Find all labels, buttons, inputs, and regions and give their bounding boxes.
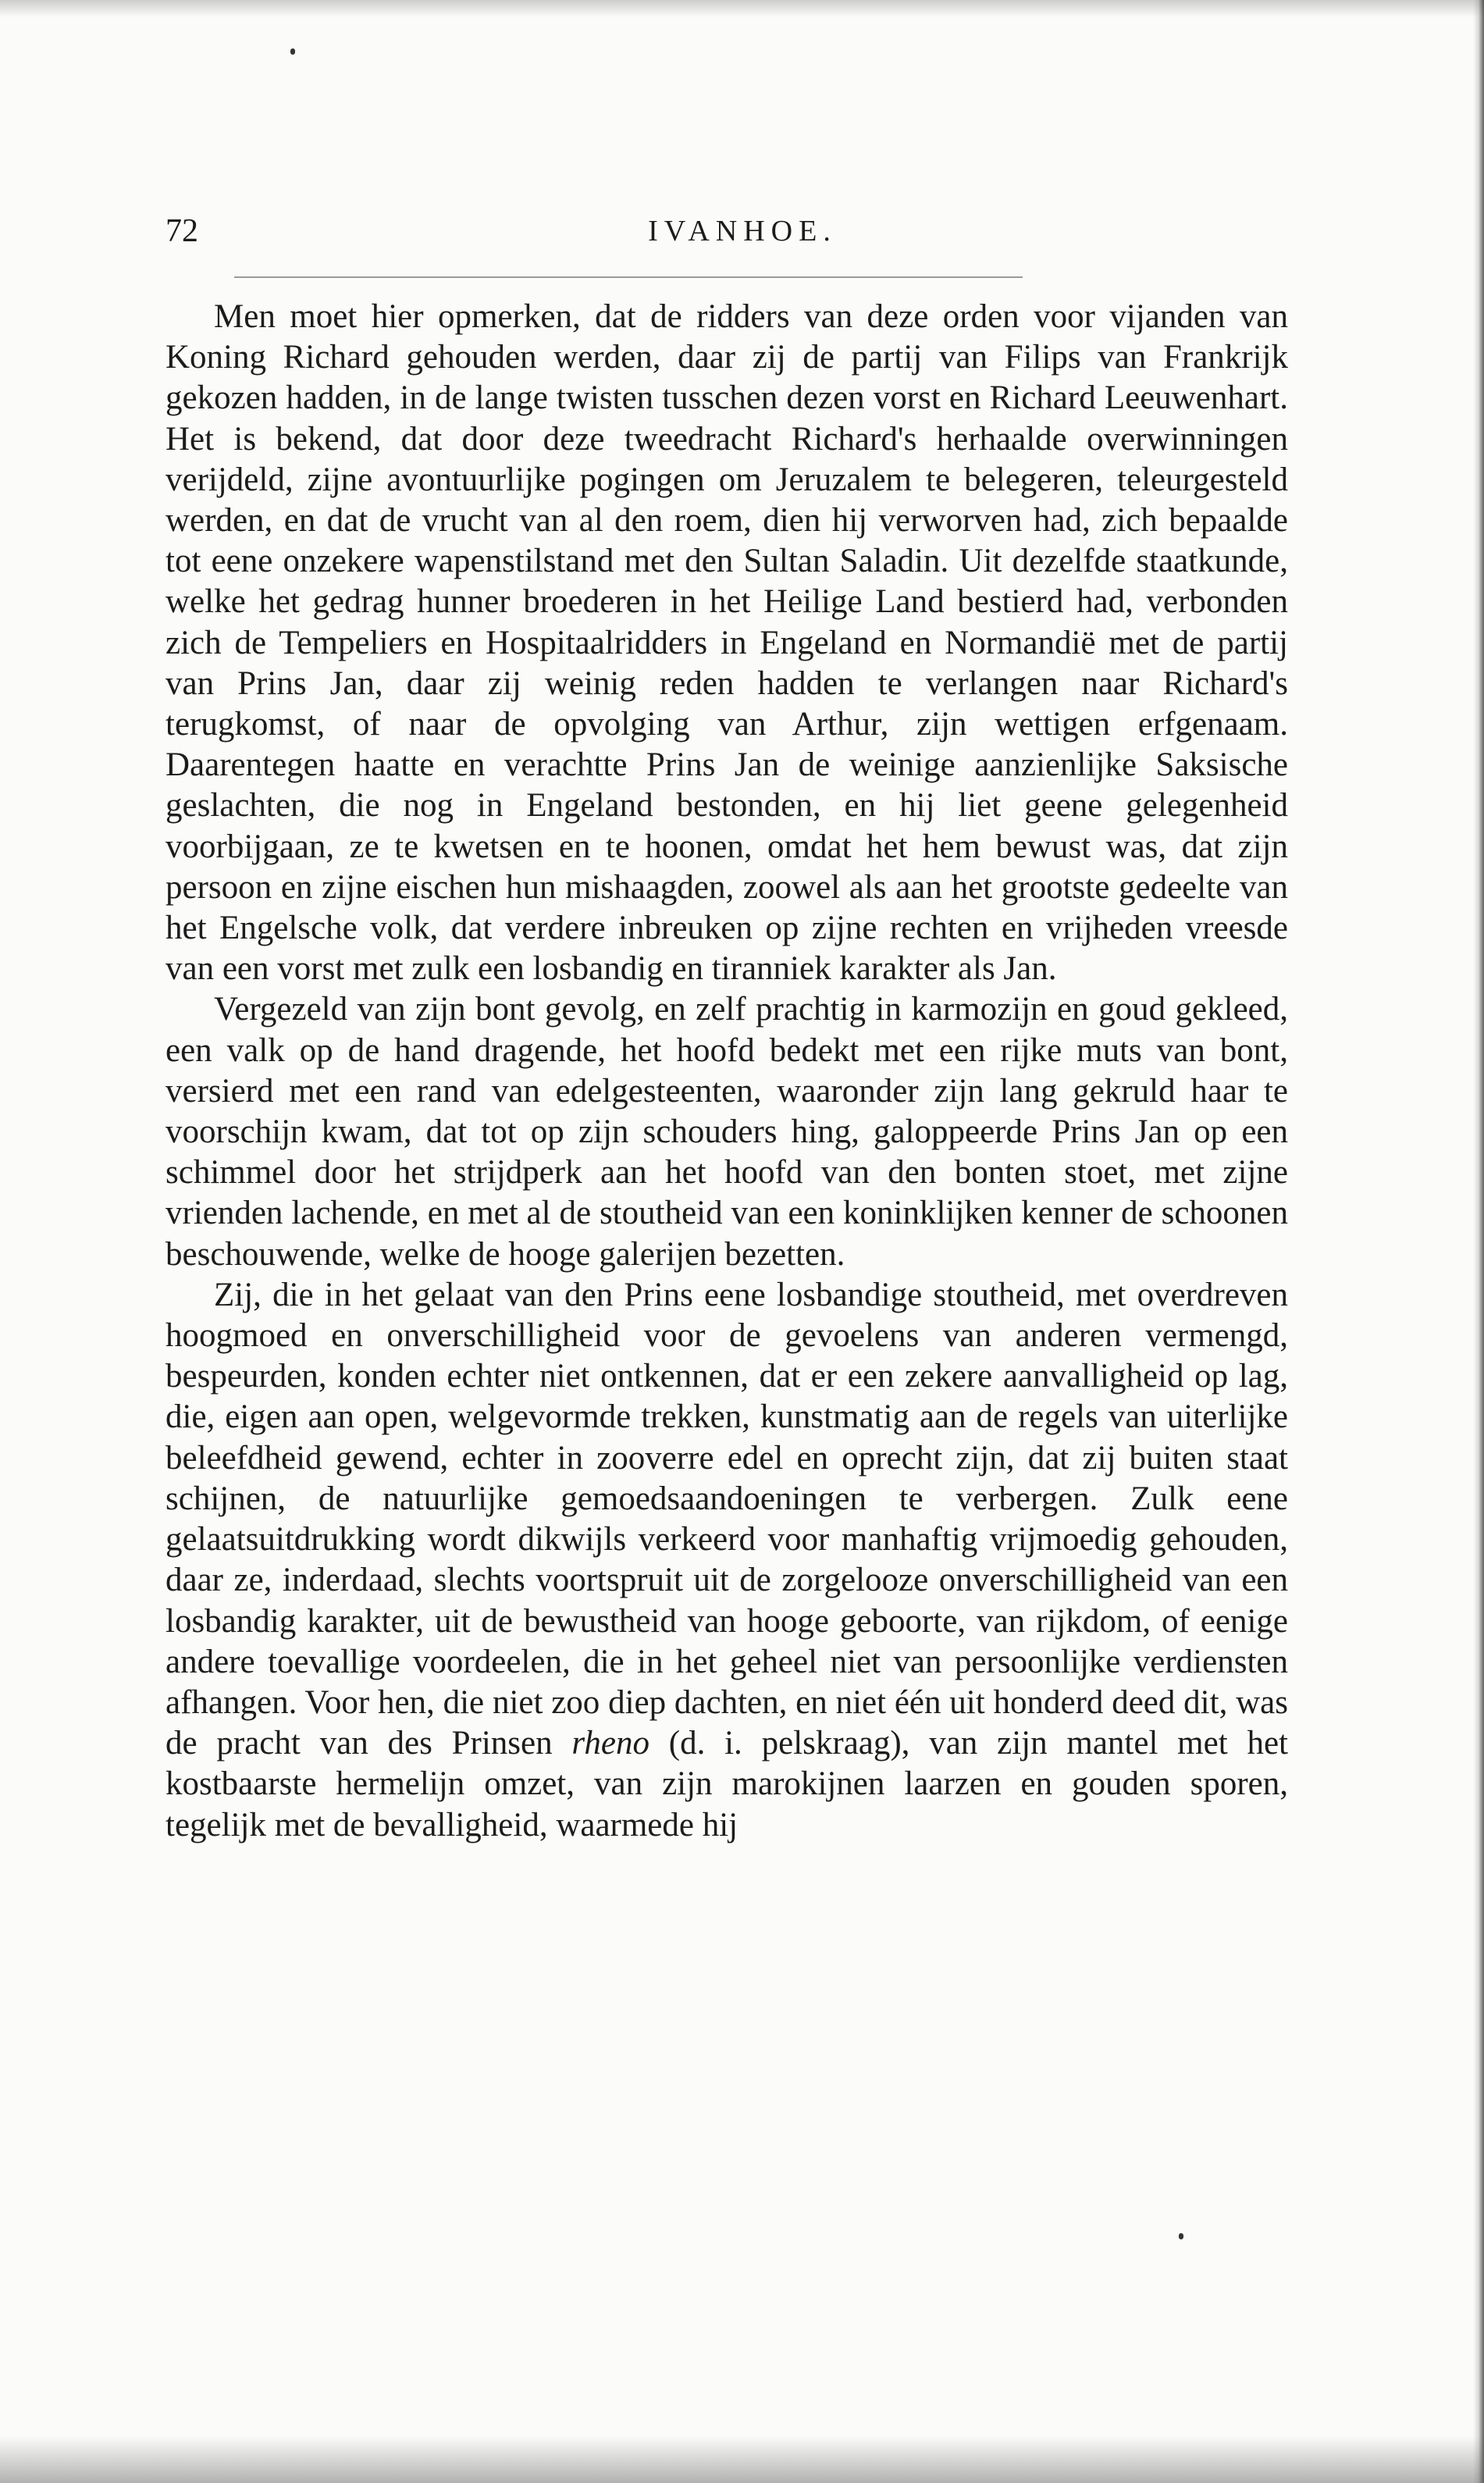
ink-speck xyxy=(1179,2233,1183,2239)
paragraph-1: Men moet hier opmerken, dat de ridders van deze orden voor vijanden van Koning Richard gehouden werden, daar zij de partij van Filips van Frankrijk gekozen hadden, in de lange twisten tusschen dezen vorst en Richard Leeuwenhart. Het is bekend, dat door deze tweedracht Richard's herhaalde overwinningen verijdeld, zijne avontuurlijke pogingen om Jeruzalem te belegeren, teleurgesteld werden, en dat de vrucht van al den roem, dien hij verworven had, zich bepaalde tot eene onzekere wapenstilstand met den Sultan Saladin. Uit dezelfde staatkunde, welke het gedrag hunner broederen in het Heilige Land bestierd had, verbonden zich de Tempeliers en Hospitaalridders in Engeland en Normandië met de partij van Prins Jan, daar zij weinig reden hadden te verlangen naar Richard's terugkomst, of naar de opvolging van Arthur, zijn wettigen erfgenaam. Daarentegen haatte en verachtte Prins Jan de weinige aanzienlijke Saksische geslachten, die nog in Engeland bestonden, en hij liet geene gelegenheid voorbijgaan, ze te kwetsen en te hoonen, omdat het hem bewust was, dat zijn persoon en zijne eischen hun mishaagden, zoowel als aan het grootste gedeelte van het Engelsche volk, dat verdere inbreuken op zijne rechten en vrijheden vreesde van een vorst met zulk een losbandig en tiranniek karakter als Jan. xyxy=(165,298,1288,988)
running-title: IVANHOE. xyxy=(648,215,837,248)
page-header xyxy=(165,212,1288,259)
scan-edge-top xyxy=(0,0,1484,17)
header-rule xyxy=(234,276,1023,278)
body-text xyxy=(165,297,1288,1846)
ink-speck xyxy=(290,48,295,55)
paragraph-3-text-before: Zij, die in het gelaat van den Prins eene losbandige stoutheid, met overdreven hoogmoed en onverschilligheid voor de gevoelens van anderen vermengd, bespeurden, konden echter niet ontkennen, dat er een zekere aanvalligheid op lag, die, eigen aan open, welgevormde trekken, kunstmatig aan de regels van uiterlijke beleefdheid gewend, echter in zooverre edel en oprecht zijn, dat zij buiten staat schijnen, de natuurlijke gemoedsaandoeningen te verbergen. Zulk eene gelaatsuitdrukking wordt dikwijls verkeerd voor manhaftig vrijmoedig gehouden, daar ze, inderdaad, slechts voortspruit uit de zorgelooze onverschilligheid van een losbandig karakter, uit de bewustheid van hooge geboorte, van rijkdom, of eenige andere toevallige voordeelen, die in het geheel niet van persoonlijke verdiensten afhangen. Voor hen, die niet zoo diep dachten, en niet één uit honderd deed dit, was de pracht van des Prinsen xyxy=(165,1276,1288,1762)
paragraph-3 xyxy=(165,1275,1288,1846)
page-number: 72 xyxy=(165,213,198,249)
scan-edge-bottom xyxy=(0,2436,1484,2483)
paragraph-3-text-after: (d. i. pelskraag), van zijn mantel met het kostbaarste hermelijn omzet, van zijn marokijnen laarzen en gouden sporen, tegelijk met de bevalligheid, waarmede hij xyxy=(165,1725,1288,1844)
italic-term: rheno xyxy=(571,1725,649,1762)
scan-edge-right xyxy=(1473,0,1484,2483)
paragraph-2: Vergezeld van zijn bont gevolg, en zelf prachtig in karmozijn en goud gekleed, een valk op de hand dragende, het hoofd bedekt met een rijke muts van bont, versierd met een rand van edelgesteenten, waaronder zijn lang gekruld haar te voorschijn kwam, dat tot op zijn schouders hing, galoppeerde Prins Jan op een schimmel door het strijdperk aan het hoofd van den bonten stoet, met zijne vrienden lachende, en met al de stoutheid van een koninklijken kenner de schoonen beschouwende, welke de hooge galerijen bezetten. xyxy=(165,991,1288,1273)
